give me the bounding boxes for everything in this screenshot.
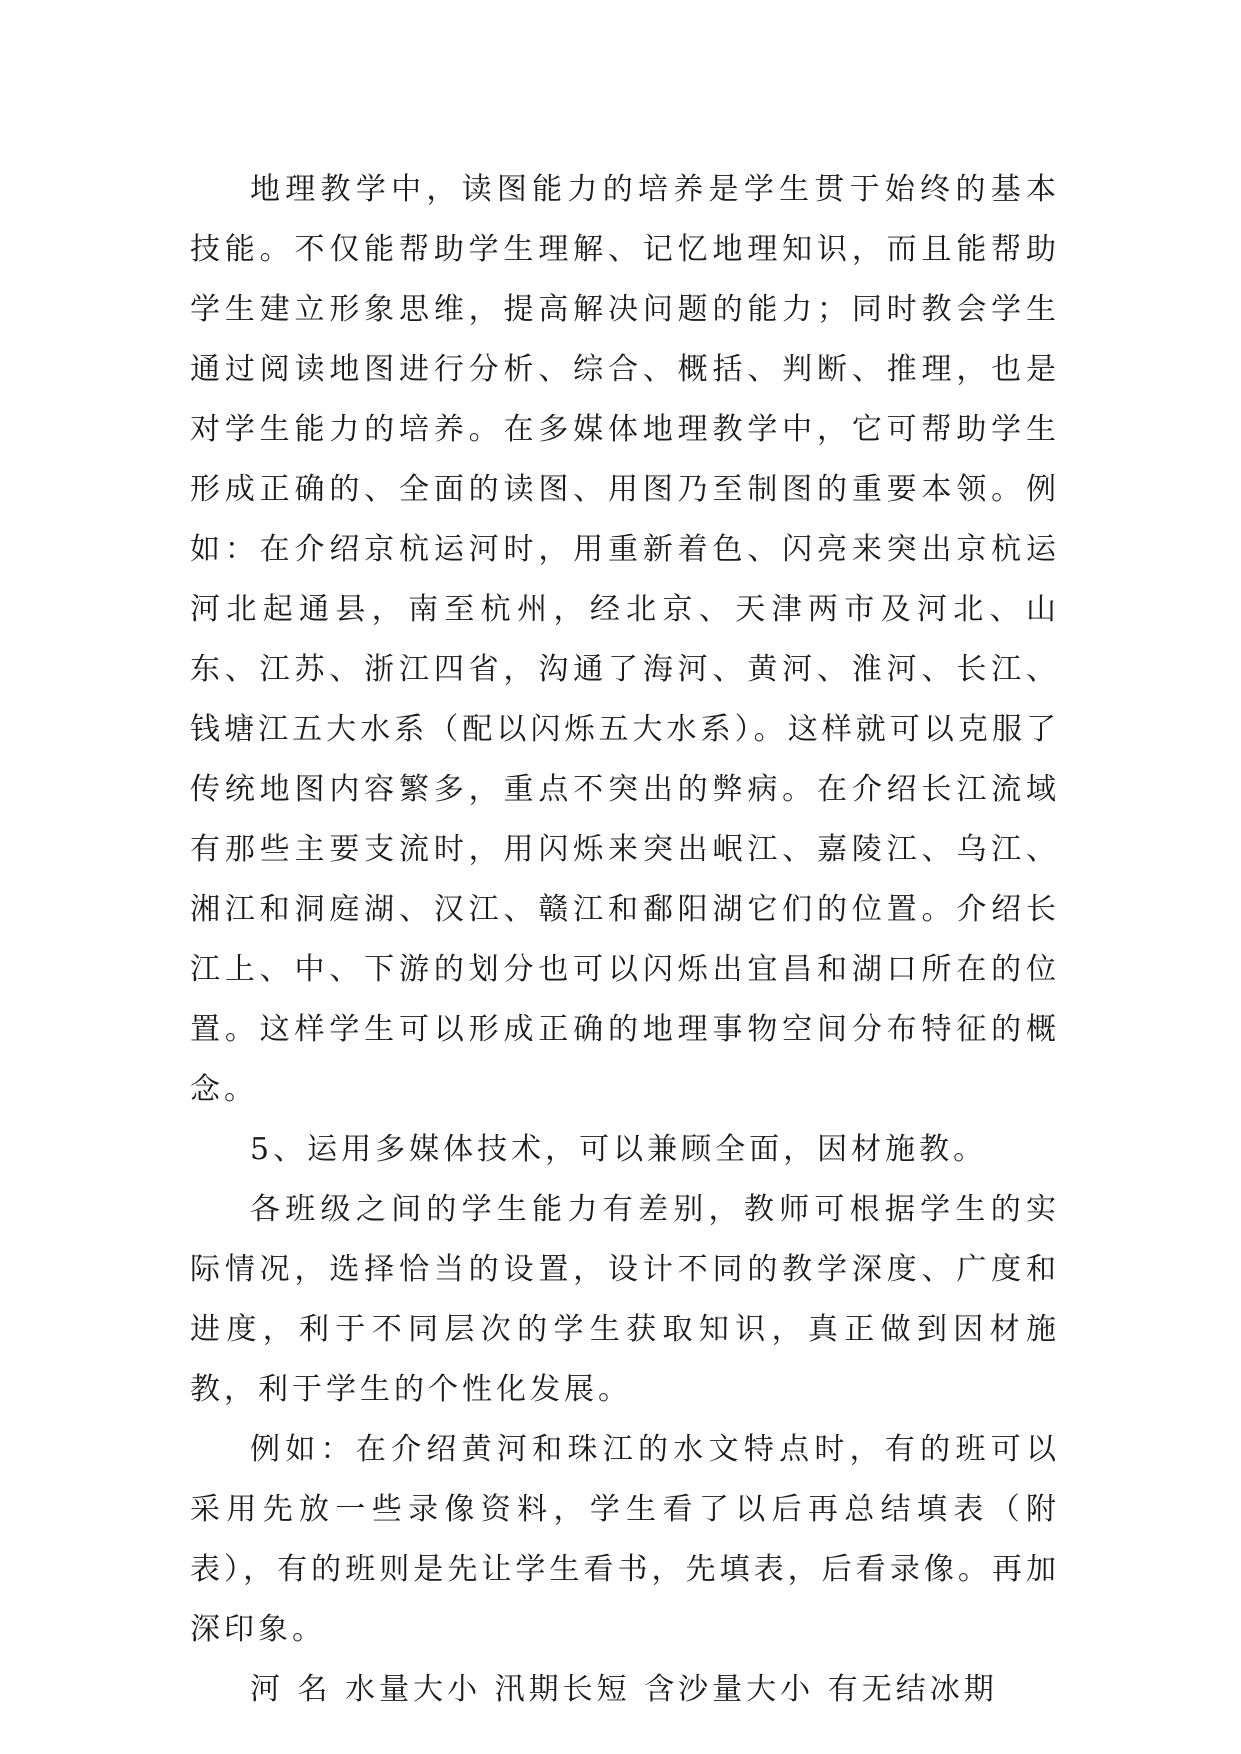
table-header-flood-period: 汛期长短 xyxy=(494,1672,631,1707)
document-body xyxy=(190,160,1060,1720)
paragraph-example-rivers: 例如：在介绍黄河和珠江的水文特点时，有的班可以采用先放一些录像资料，学生看了以后再总结填表（附表），有的班则是先让学生看书，先填表，后看录像。再加深印象。 xyxy=(190,1432,1060,1647)
section-heading-5: 5、运用多媒体技术，可以兼顾全面，因材施教。 xyxy=(250,1132,988,1167)
table-header-river-name: 河 名 xyxy=(250,1672,332,1707)
table-header-ice-period: 有无结冰期 xyxy=(827,1672,998,1707)
table-header-row xyxy=(190,1660,1060,1720)
table-header-water-volume: 水量大小 xyxy=(345,1672,482,1707)
paragraph-class-differences: 各班级之间的学生能力有差别，教师可根据学生的实际情况，选择恰当的设置，设计不同的教学深度、广度和进度，利于不同层次的学生获取知识，真正做到因材施教，利于学生的个性化发展。 xyxy=(190,1192,1060,1407)
table-header-sediment: 含沙量大小 xyxy=(644,1672,815,1707)
paragraph-map-reading: 地理教学中，读图能力的培养是学生贯于始终的基本技能。不仅能帮助学生理解、记忆地理知识，而且能帮助学生建立形象思维，提高解决问题的能力；同时教会学生通过阅读地图进行分析、综合、概括、判断、推理，也是对学生能力的培养。在多媒体地理教学中，它可帮助学生形成正确的、全面的读图、用图乃至制图的重要本领。例如：在介绍京杭运河时，用重新着色、闪亮来突出京杭运河北起通县，南至杭州，经北京、天津两市及河北、山东、江苏、浙江四省，沟通了海河、黄河、淮河、长江、钱塘江五大水系（配以闪烁五大水系）。这样就可以克服了传统地图内容繁多，重点不突出的弊病。在介绍长江流域有那些主要支流时，用闪烁来突出岷江、嘉陵江、乌江、湘江和洞庭湖、汉江、赣江和鄱阳湖它们的位置。介绍长江上、中、下游的划分也可以闪烁出宜昌和湖口所在的位置。这样学生可以形成正确的地理事物空间分布特征的概念。 xyxy=(190,172,1060,1107)
